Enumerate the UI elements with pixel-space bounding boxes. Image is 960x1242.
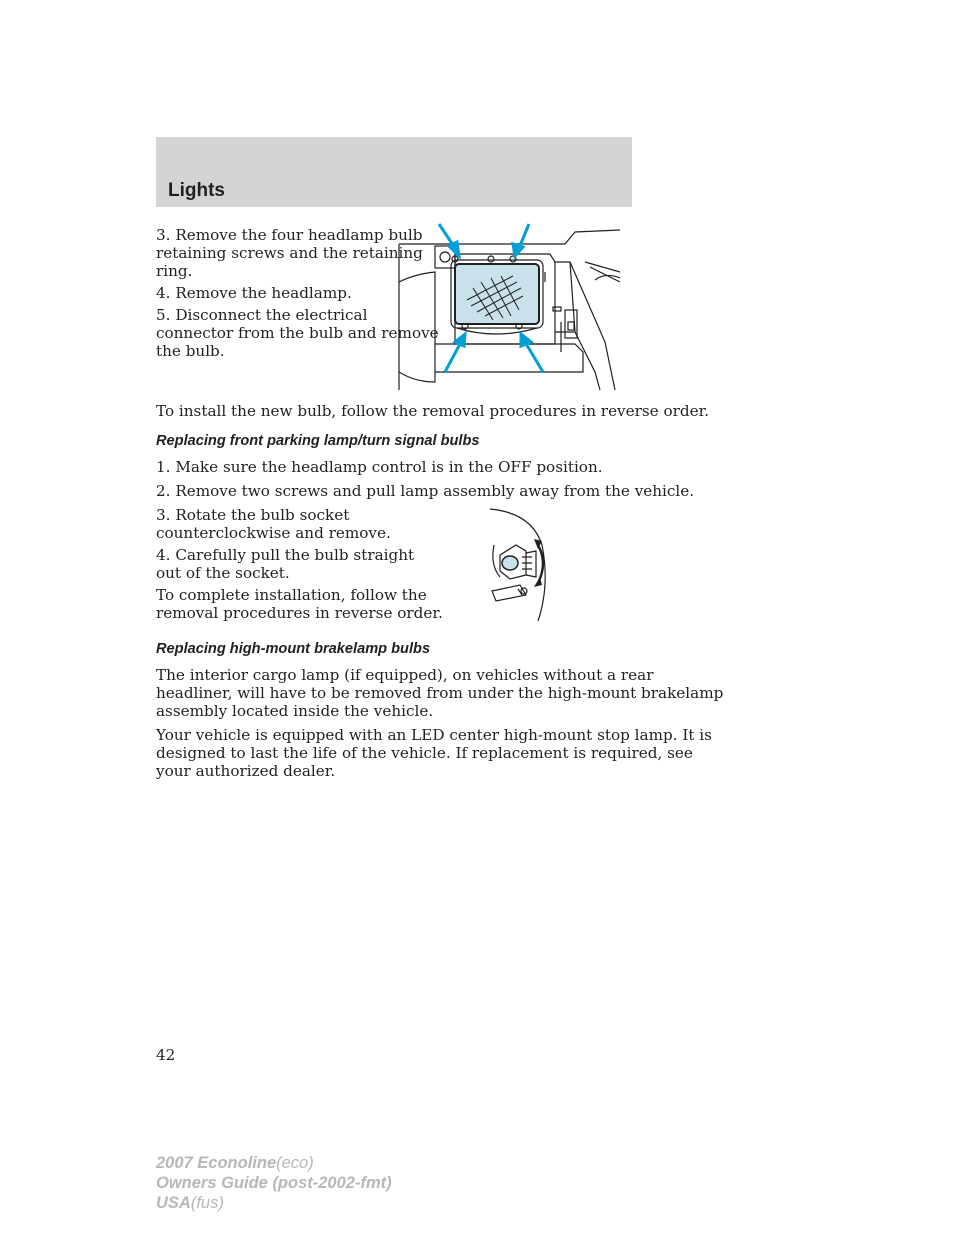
brakelamp-para-1-line-3: assembly located inside the vehicle. [156,702,434,720]
complete-line-1: To complete installation, follow the [156,586,427,604]
step-3-line-2: retaining screws and the retaining [156,244,423,262]
section-header [156,137,632,207]
page-number: 42 [156,1046,176,1064]
step-3-line-1: 3. Remove the four headlamp bulb [156,226,423,244]
brakelamp-para-2-line-2: designed to last the life of the vehicle. If replacement is required, see [156,744,693,762]
parking-lamp-illustration [482,505,562,623]
footer-line-1 [156,1153,392,1173]
step-4: 4. Remove the headlamp. [156,284,352,302]
brakelamp-para-1-line-2: headliner, will have to be removed from under the high-mount brakelamp [156,684,724,702]
section-title: Lights [168,180,225,201]
complete-line-2: removal procedures in reverse order. [156,604,443,622]
step-5-line-3: the bulb. [156,342,225,360]
step-5-line-1: 5. Disconnect the electrical [156,306,368,324]
footer-market-code: (fus) [190,1194,224,1212]
brakelamp-para-1-line-1: The interior cargo lamp (if equipped), on vehicles without a rear [156,666,654,684]
step-5-line-2: connector from the bulb and remove [156,324,439,342]
footer-model: 2007 Econoline [156,1154,277,1172]
parking-step-2: 2. Remove two screws and pull lamp assembly away from the vehicle. [156,482,695,500]
heading-brakelamp: Replacing high-mount brakelamp bulbs [156,641,431,657]
headlamp-illustration [395,222,620,390]
brakelamp-para-2-line-1: Your vehicle is equipped with an LED center high-mount stop lamp. It is [156,726,712,744]
parking-step-4-line-1: 4. Carefully pull the bulb straight [156,546,415,564]
brakelamp-para-2-line-3: your authorized dealer. [156,762,336,780]
step-3-line-3: ring. [156,262,193,280]
footer-line-2: Owners Guide (post-2002-fmt) [156,1174,392,1192]
parking-step-4-line-2: out of the socket. [156,564,290,582]
footer-model-code: (eco) [276,1154,314,1172]
document-footer [156,1153,392,1213]
footer-line-3 [156,1193,392,1213]
footer-market: USA [156,1194,191,1212]
parking-step-1: 1. Make sure the headlamp control is in the OFF position. [156,458,603,476]
parking-step-3-line-1: 3. Rotate the bulb socket [156,506,350,524]
heading-parking-lamp: Replacing front parking lamp/turn signal bulbs [156,433,480,449]
install-note: To install the new bulb, follow the removal procedures in reverse order. [156,402,710,420]
parking-step-3-line-2: counterclockwise and remove. [156,524,391,542]
